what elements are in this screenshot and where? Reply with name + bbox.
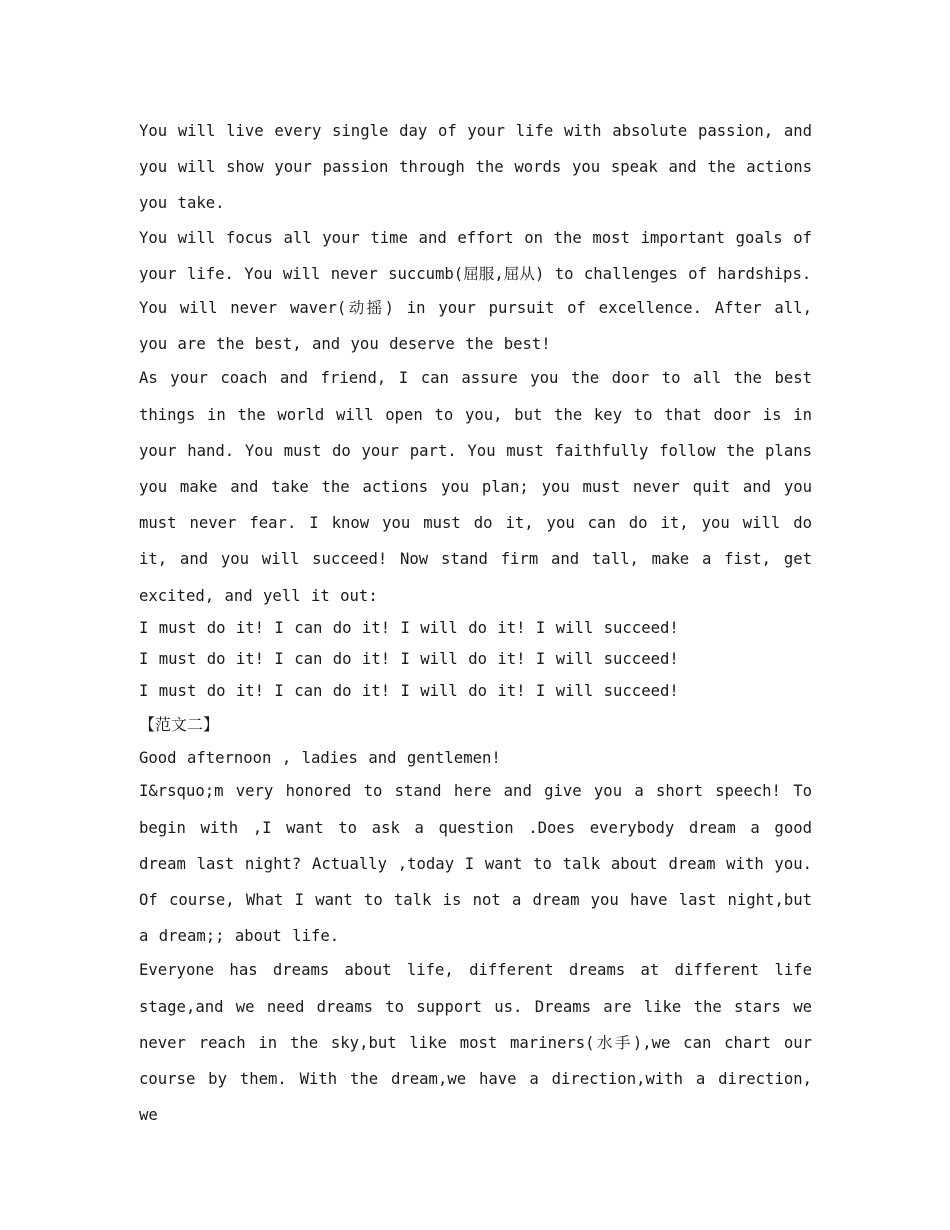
paragraph-passion: You will live every single day of your life with absolute passion, and you will show your passion through the words you speak and the actions you take. — [139, 122, 812, 213]
document-body — [139, 113, 812, 1133]
paragraph-dreams: Everyone has dreams about life, different dreams at different life stage,and we need dreams to support us. Dreams are like the stars we never reach in the sky,but like most mariners(水手),we can chart our course by them. With the dream,we have a direction,with a direction, we — [139, 961, 812, 1125]
paragraph-chant-2: I must do it! I can do it! I will do it! I will succeed! — [139, 650, 679, 669]
paragraph-intro: I&rsquo;m very honored to stand here and give you a short speech! To begin with ,I want to ask a question .Does everybody dream a good dream last night? Actually ,today I want to talk about dream with you. Of course, What I want to talk is not a dream you have last night,but a dream;; about life. — [139, 782, 812, 946]
paragraph-coach: As your coach and friend, I can assure you the door to all the best things in the world will open to you, but the key to that door is in your hand. You must do your part. You must faithfully follow the plans you make and take the actions you plan; you must never quit and you must never fear. I know you must do it, you can do it, you will do it, and you will succeed! Now stand firm and tall, make a fist, get excited, and yell it out: — [139, 369, 812, 605]
paragraph-waver: You will never waver(动摇) in your pursuit of excellence. After all, you are the best, and you deserve the best! — [139, 299, 812, 354]
paragraph-greeting: Good afternoon , ladies and gentlemen! — [139, 748, 501, 767]
paragraph-chant-3: I must do it! I can do it! I will do it! I will succeed! — [139, 681, 679, 700]
section-heading: 【范文二】 — [139, 715, 220, 735]
paragraph-focus: You will focus all your time and effort on the most important goals of your life. You will never succumb(屈服,屈从) to challenges of hardships. — [139, 228, 812, 283]
paragraph-chant-1: I must do it! I can do it! I will do it! I will succeed! — [139, 618, 679, 637]
